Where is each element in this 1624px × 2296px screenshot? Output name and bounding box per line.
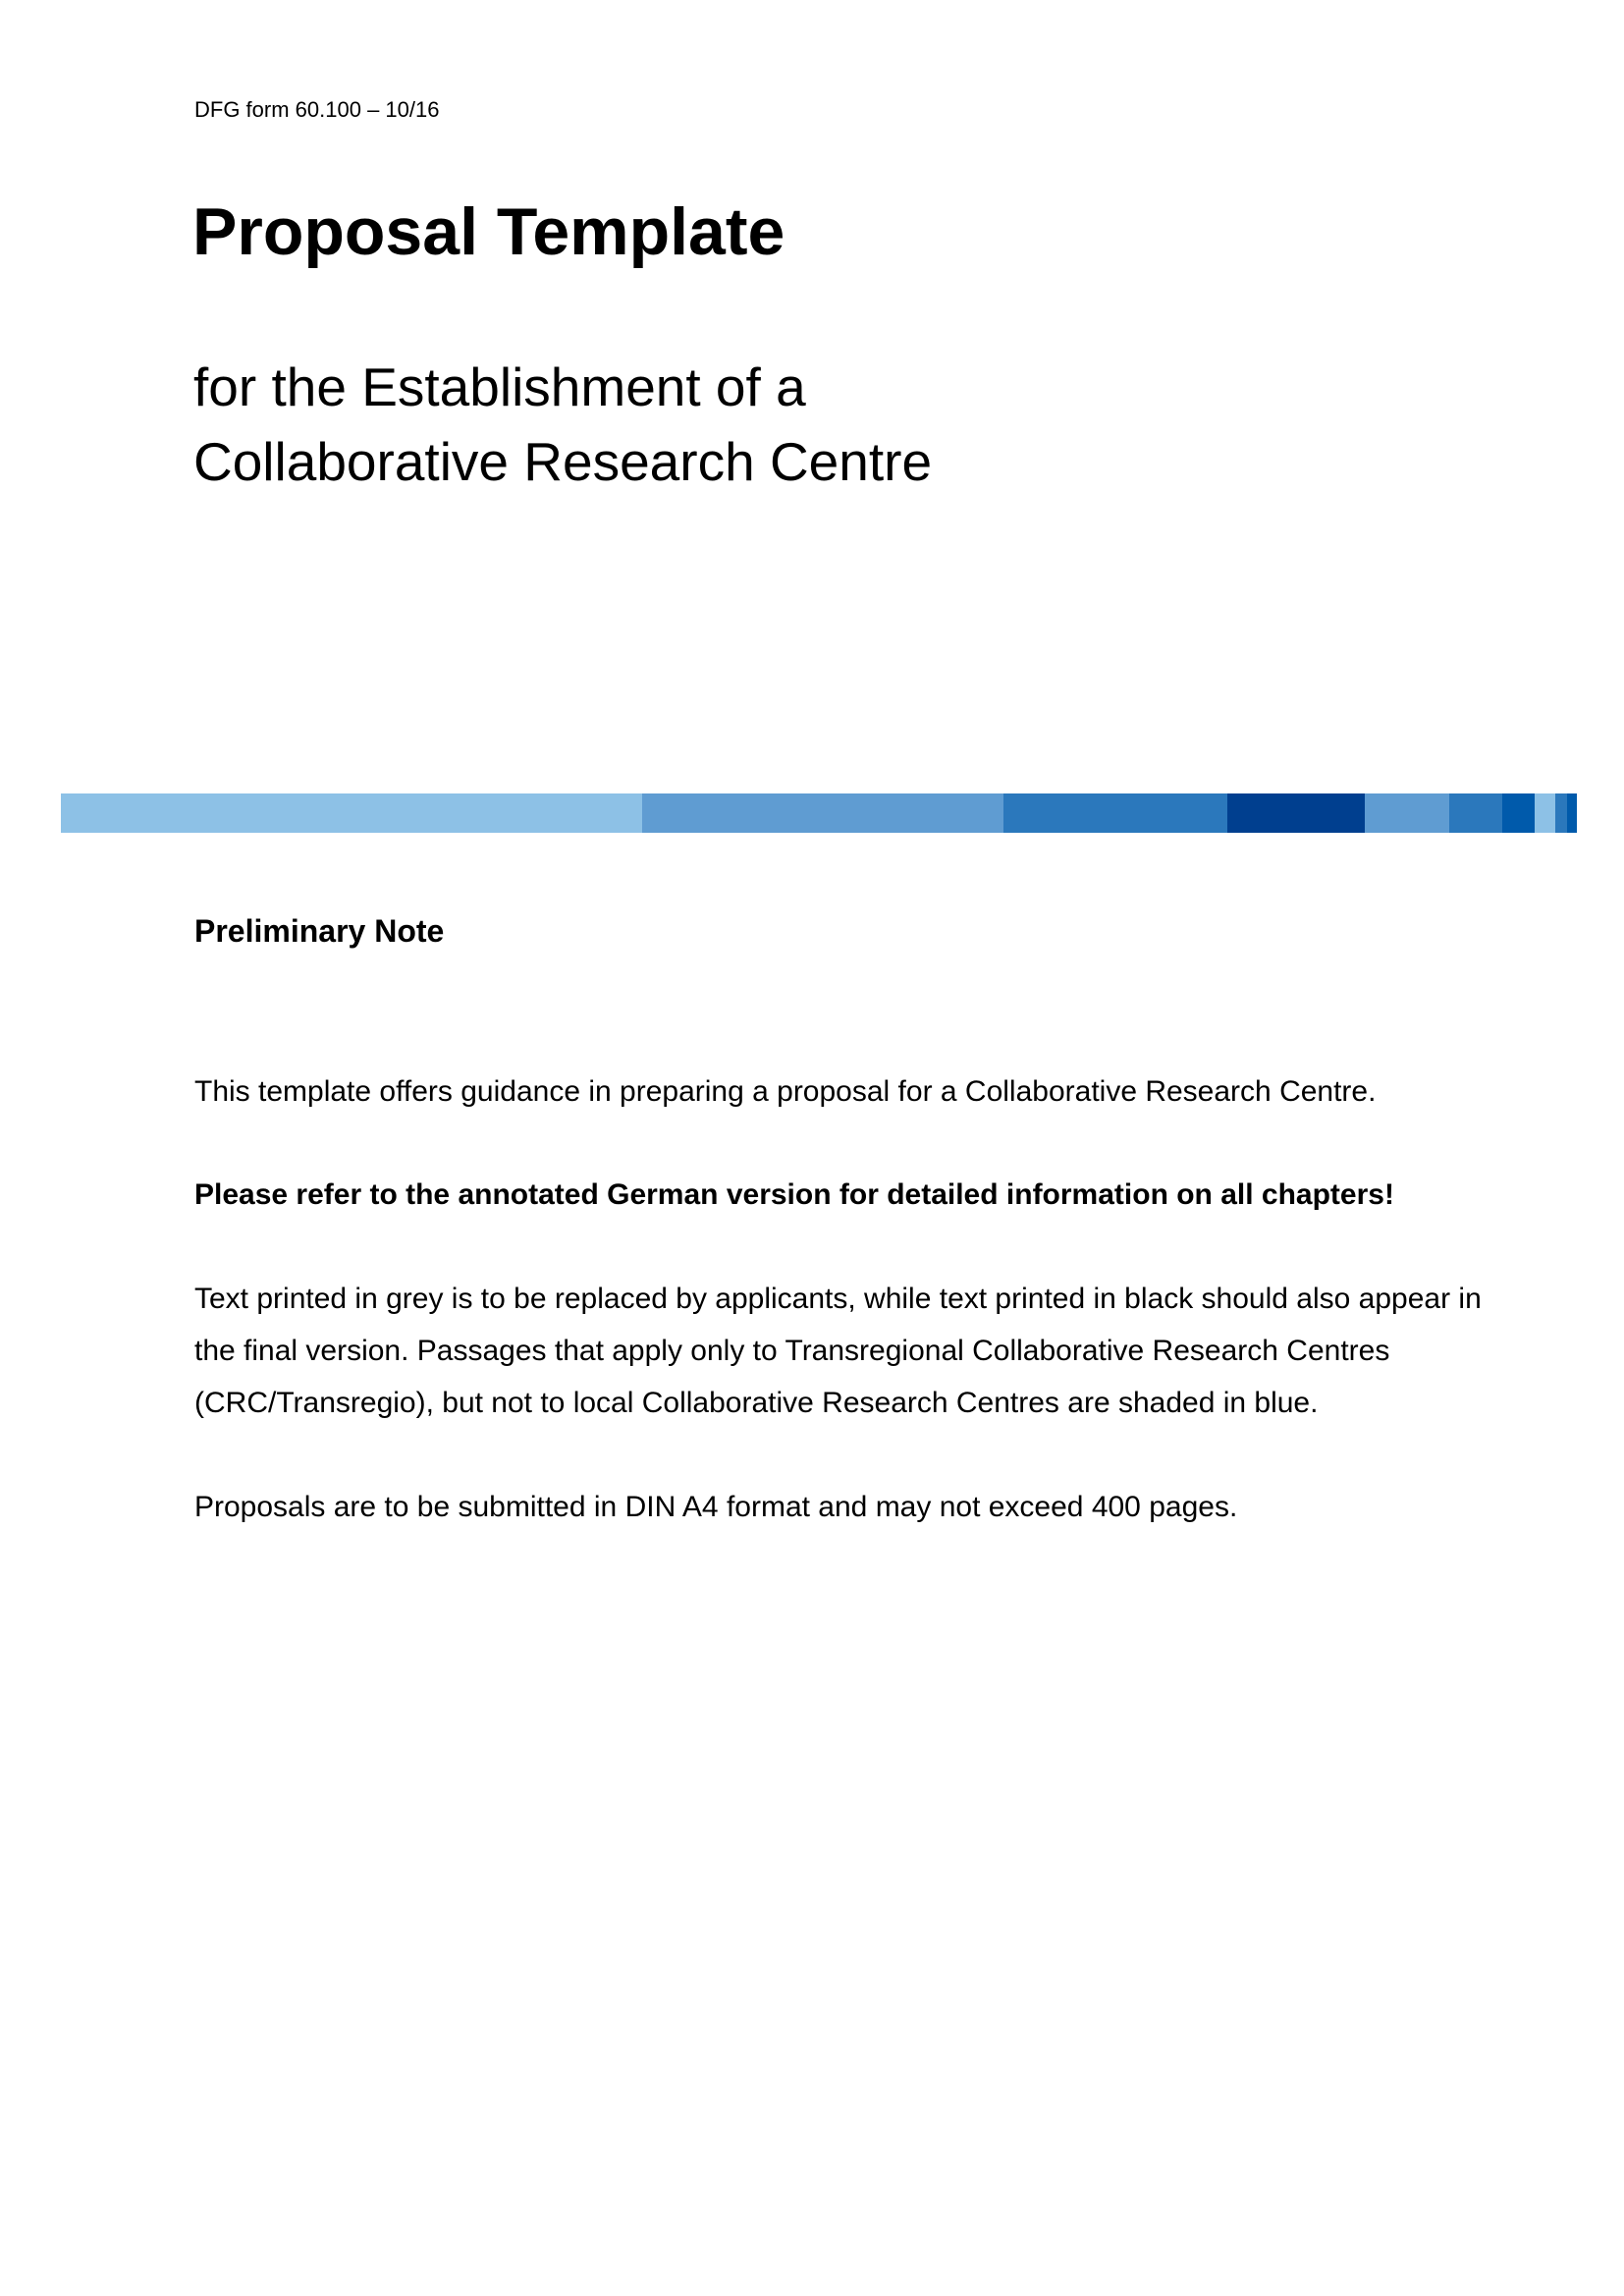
color-band-segment [1535,793,1555,833]
color-band-segment [61,793,642,833]
decorative-color-band [61,793,1577,833]
document-title: Proposal Template [192,194,785,269]
reference-notice: Please refer to the annotated German version for detailed information on all chapters! [194,1178,1394,1211]
color-band-segment [1555,793,1567,833]
color-band-segment [1365,793,1449,833]
color-band-segment [642,793,1003,833]
preliminary-note-heading: Preliminary Note [194,913,445,949]
subtitle-line-1: for the Establishment of a [193,356,806,417]
color-band-segment [1003,793,1227,833]
color-band-segment [1567,793,1577,833]
color-band-segment [1227,793,1365,833]
document-subtitle [193,350,932,499]
color-band-segment [1449,793,1502,833]
submission-paragraph: Proposals are to be submitted in DIN A4 format and may not exceed 400 pages. [194,1491,1238,1523]
intro-paragraph: This template offers guidance in preparing a proposal for a Collaborative Research Centre. [194,1075,1377,1108]
form-identifier: DFG form 60.100 – 10/16 [194,97,440,122]
subtitle-line-2: Collaborative Research Centre [193,431,933,492]
formatting-paragraph: Text printed in grey is to be replaced by applicants, while text printed in black should also appear in the final version. Passages that apply only to Transregional Collaborative Research Centres (CRC/Transregio), but not to local Collaborative Research Centres are shaded in blue. [194,1283,1482,1419]
color-band-segment [1502,793,1535,833]
